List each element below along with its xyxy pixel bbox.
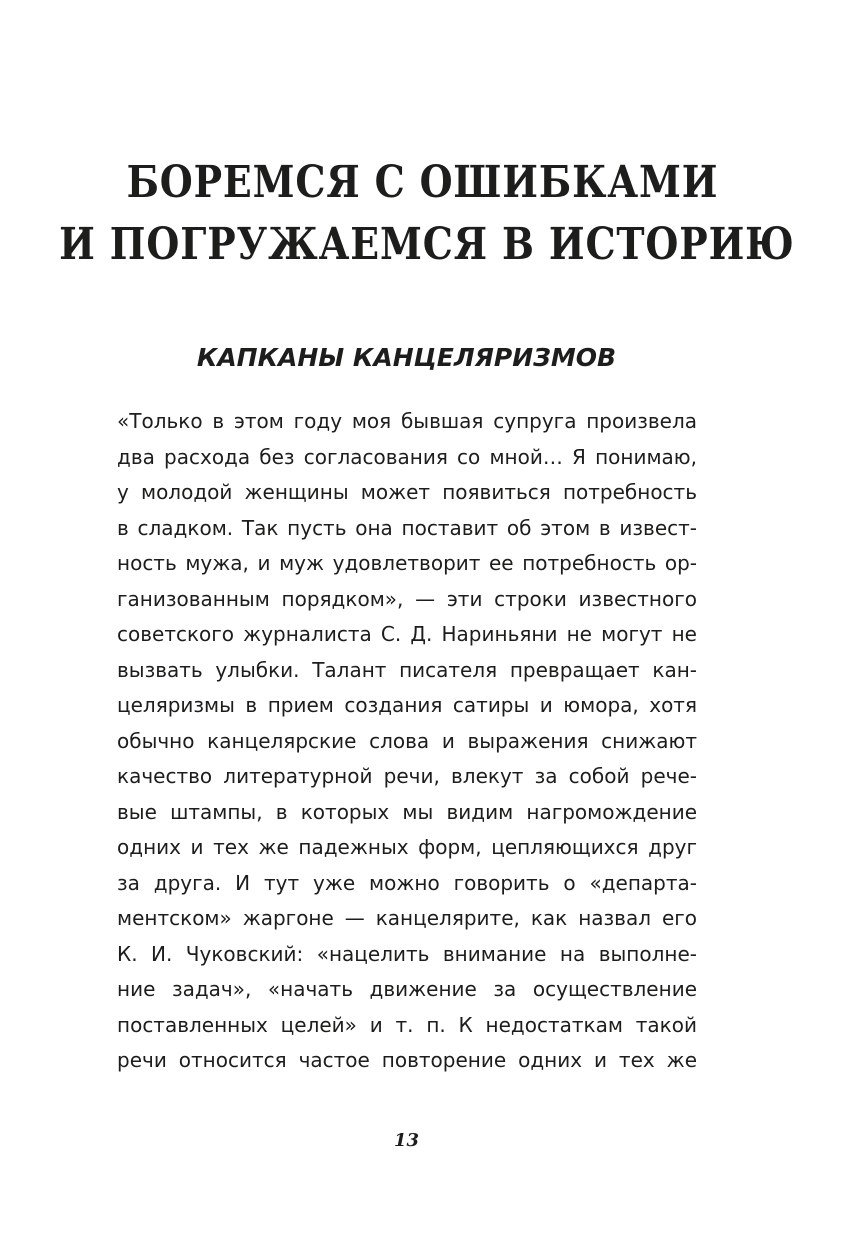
body-line: советского журналиста С. Д. Нариньяни не могут не [117, 622, 697, 646]
body-line: ность мужа, и муж удовлетворит ее потребность ор- [117, 551, 697, 575]
body-line: целяризмы в прием создания сатиры и юмора, хотя [117, 693, 697, 717]
body-line: качество литературной речи, влекут за собой рече- [117, 764, 697, 788]
body-line: «Только в этом году моя бывшая супруга произвела [117, 409, 697, 433]
chapter-title-line-2: И ПОГРУЖАЕМСЯ В ИСТОРИЮ [59, 219, 795, 270]
body-line: ментском» жаргоне — канцелярите, как назвал его [117, 906, 697, 930]
body-line: два расхода без согласования со мной… Я понимаю, [117, 444, 697, 469]
section-heading: КАПКАНЫ КАНЦЕЛЯРИЗМОВ [196, 343, 617, 372]
body-line: у молодой женщины может появиться потребность [117, 480, 697, 504]
body-line: ганизованным порядком», — эти строки известного [117, 586, 697, 611]
body-line: обычно канцелярские слова и выражения снижают [117, 728, 697, 753]
body-line: за друга. И тут уже можно говорить о «департа- [117, 870, 697, 895]
body-line: в сладком. Так пусть она поставит об этом в извест- [117, 515, 697, 540]
body-paragraph [117, 404, 697, 1079]
body-line: одних и тех же падежных форм, цепляющихся друг [117, 835, 697, 859]
page-number: 13 [393, 1130, 420, 1151]
body-line: К. И. Чуковский: «нацелить внимание на выполне- [117, 941, 697, 966]
chapter-title [59, 152, 795, 276]
body-line: вые штампы, в которых мы видим нагромождение [117, 799, 697, 824]
body-line: поставленных целей» и т. п. К недостаткам такой [117, 1012, 697, 1037]
body-line: речи относится частое повторение одних и тех же [117, 1048, 697, 1072]
chapter-title-line-1: БОРЕМСЯ С ОШИБКАМИ [126, 157, 719, 208]
body-line: ние задач», «начать движение за осуществление [117, 977, 697, 1001]
body-line: вызвать улыбки. Талант писателя превращает кан- [117, 657, 697, 682]
